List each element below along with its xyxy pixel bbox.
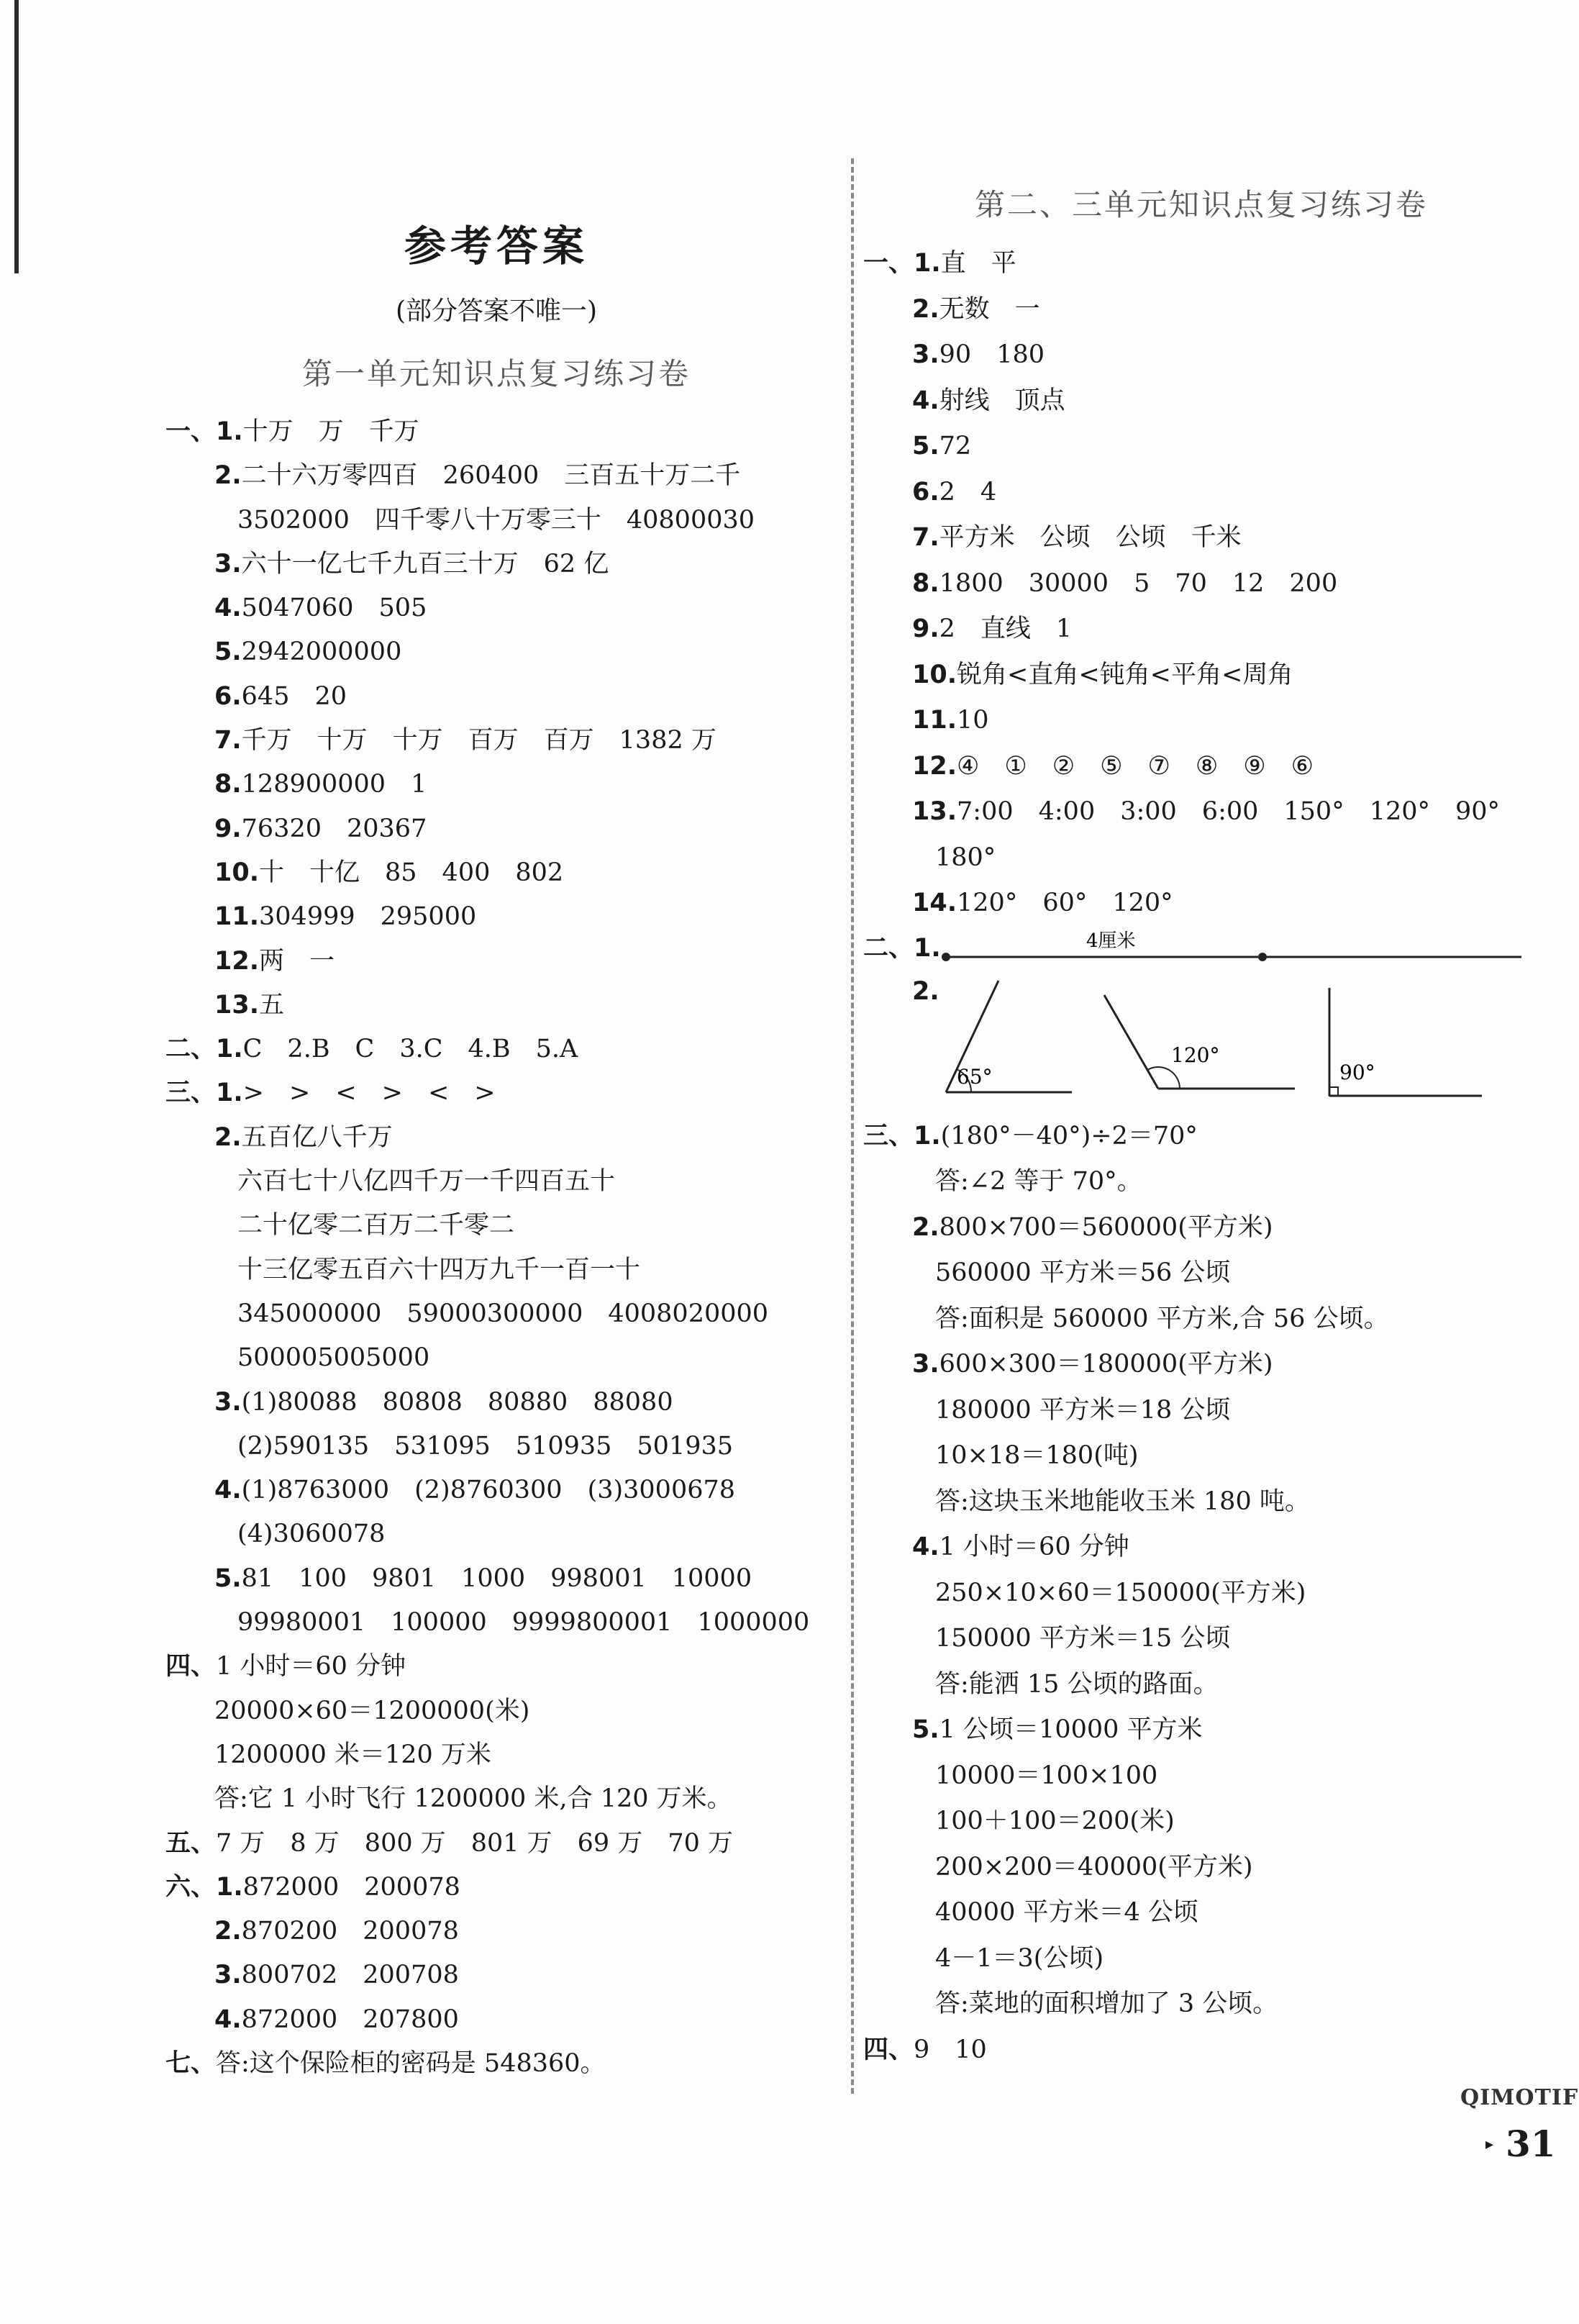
question-number: 11. — [912, 706, 957, 735]
answer-text: 平方米 公顷 公顷 千米 — [939, 523, 1242, 552]
answer-text: 120° 60° 120° — [957, 889, 1173, 917]
answer-line — [165, 763, 827, 807]
answer-line — [863, 378, 1539, 425]
question-number: 6. — [214, 681, 242, 711]
answer-line — [165, 719, 827, 763]
answer-line — [863, 1936, 1539, 1982]
answer-line — [863, 1571, 1539, 1617]
answer-line — [165, 895, 827, 939]
answer-text: 两 一 — [259, 946, 335, 976]
answer-text: 90 180 — [939, 340, 1045, 369]
answer-line — [165, 940, 827, 984]
answer-text: 答:能洒 15 公顷的路面。 — [935, 1669, 1219, 1699]
answer-line — [165, 1071, 827, 1115]
answer-line — [165, 630, 827, 674]
answer-line — [863, 1114, 1539, 1160]
answer-line — [165, 499, 827, 543]
answer-text: 7:00 4:00 3:00 6:00 150° 120° 90° — [957, 797, 1501, 826]
question-number: 8. — [912, 568, 939, 598]
answer-line — [165, 675, 827, 719]
answer-line — [863, 470, 1539, 516]
question-number: 七、 — [165, 2048, 217, 2078]
answer-line — [165, 1116, 827, 1160]
answer-text: 2942000000 — [241, 637, 402, 667]
answer-line — [165, 454, 827, 498]
answer-line — [165, 1822, 827, 1866]
answer-line — [165, 1425, 827, 1469]
answer-text: 2 直线 1 — [939, 614, 1073, 643]
question-number: 5. — [214, 637, 242, 667]
answer-text: ④ ① ② ⑤ ⑦ ⑧ ⑨ ⑥ — [957, 751, 1314, 781]
right-column — [863, 169, 1539, 2073]
answer-text: 3502000 四千零八十万零三十 40800030 — [237, 505, 755, 535]
question-number: 3. — [912, 1350, 939, 1379]
answer-line — [863, 835, 1539, 881]
answer-text: 250×10×60＝150000(平方米) — [935, 1578, 1306, 1607]
segment-endpoint-a — [942, 953, 950, 961]
answer-list-part-3 — [863, 1114, 1539, 2074]
answer-line — [863, 241, 1539, 287]
answer-line — [863, 789, 1539, 835]
answer-line — [165, 410, 827, 454]
answer-line — [863, 744, 1539, 790]
answer-line — [863, 1159, 1539, 1205]
answer-line — [165, 1248, 827, 1292]
question-number: 4. — [912, 1533, 939, 1561]
answer-line — [165, 1557, 827, 1601]
answer-line — [165, 1160, 827, 1204]
question-number: 四、 — [863, 2035, 914, 2064]
answer-text: (2)590135 531095 510935 501935 — [237, 1431, 734, 1461]
answer-text: 五 — [259, 990, 285, 1020]
answer-line — [863, 1890, 1539, 1936]
answer-text: 射线 顶点 — [939, 386, 1065, 415]
answer-line — [863, 424, 1539, 470]
answer-line — [165, 2042, 827, 2086]
answer-text: 1800 30000 5 70 12 200 — [939, 568, 1338, 598]
angle-120-label: 120° — [1171, 1043, 1220, 1067]
answer-text: 千万 十万 十万 百万 百万 1382 万 — [241, 726, 716, 755]
answer-line — [165, 984, 827, 1027]
answer-text: 99980001 100000 9999800001 1000000 — [237, 1608, 810, 1638]
binding-edge-rule — [14, 0, 19, 273]
question-number: 2. — [214, 1917, 242, 1946]
answer-line — [165, 1512, 827, 1556]
page-title: 参考答案 — [404, 222, 588, 271]
question-number: 14. — [912, 889, 957, 917]
answer-line — [863, 561, 1539, 607]
section-title-unit-1: 第一单元知识点复习练习卷 — [301, 356, 691, 391]
answer-line — [165, 1910, 827, 1953]
angle-65-label: 65° — [957, 1064, 993, 1089]
answer-line — [863, 881, 1539, 927]
answer-list-part-1 — [863, 241, 1539, 927]
answer-line — [165, 1866, 827, 1910]
answer-text: 五百亿八千万 — [241, 1122, 393, 1152]
question-number: 五、 — [165, 1828, 217, 1858]
question-number: 5. — [214, 1563, 242, 1593]
answer-text: 答:这块玉米地能收玉米 180 吨。 — [935, 1486, 1310, 1516]
answer-text: 872000 207800 — [241, 2005, 459, 2034]
answer-text: 1 公顷＝10000 平方米 — [939, 1715, 1203, 1744]
answer-text: 4－1＝3(公顷) — [935, 1943, 1104, 1973]
answer-text: (1)80088 80808 80880 88080 — [241, 1387, 673, 1417]
answer-text: 1200000 米＝120 万米 — [214, 1740, 491, 1769]
answer-text: 500005005000 — [237, 1343, 430, 1373]
question-number: 三、1. — [863, 1121, 941, 1150]
answer-text: 十 十亿 85 400 802 — [259, 858, 564, 887]
answer-line — [863, 1616, 1539, 1662]
answer-text: 870200 200078 — [241, 1917, 459, 1946]
answer-line — [863, 287, 1539, 333]
page-arrow-icon: ▸ — [1485, 2135, 1494, 2153]
answer-line — [863, 1342, 1539, 1388]
answer-text: 答:∠2 等于 70°。 — [935, 1167, 1142, 1196]
answer-text: 六十一亿七千九百三十万 62 亿 — [241, 549, 609, 578]
answer-text: 20000×60＝1200000(米) — [214, 1696, 530, 1725]
question-number: 12. — [214, 946, 260, 976]
answer-line — [165, 1733, 827, 1777]
question-number: 5. — [912, 1715, 939, 1744]
answer-text: 40000 平方米＝4 公顷 — [935, 1898, 1198, 1927]
section-title-unit-2-3: 第二、三单元知识点复习练习卷 — [974, 187, 1428, 222]
answer-text: 872000 200078 — [242, 1872, 460, 1902]
answer-text: 345000000 59000300000 4008020000 — [237, 1299, 769, 1328]
question-number: 一、1. — [165, 417, 243, 446]
answer-text: 十三亿零五百六十四万九千一百一十 — [237, 1255, 641, 1284]
answer-list-unit-1 — [165, 410, 827, 2086]
answer-line — [165, 586, 827, 630]
question-number: 5. — [912, 432, 939, 460]
question-number: 11. — [214, 902, 260, 932]
figure-2-label: 2. — [912, 976, 939, 1006]
question-number: 2. — [214, 461, 242, 491]
answer-text: 六百七十八亿四千万一千四百五十 — [237, 1167, 616, 1197]
answer-text: 答:它 1 小时飞行 1200000 米,合 120 万米。 — [214, 1784, 732, 1814]
right-angle-mark — [1329, 1087, 1338, 1096]
answer-text: 10×18＝180(吨) — [935, 1441, 1139, 1470]
answer-line — [165, 807, 827, 851]
answer-line — [863, 1250, 1539, 1297]
answer-line — [863, 1753, 1539, 1799]
column-divider — [851, 158, 854, 2094]
question-number: 2. — [214, 1122, 242, 1152]
answer-line — [165, 1689, 827, 1733]
answer-text: 10000＝100×100 — [935, 1761, 1158, 1790]
answer-text: 180° — [935, 843, 996, 872]
answer-text: 72 — [939, 432, 972, 460]
answer-line — [863, 1799, 1539, 1845]
answer-text: 645 20 — [241, 681, 347, 711]
question-number: 四、 — [165, 1652, 217, 1681]
answer-text: 直 平 — [940, 249, 1016, 278]
answer-line — [165, 1777, 827, 1821]
question-number: 4. — [214, 2005, 242, 2034]
answer-line — [165, 1027, 827, 1071]
answer-line — [863, 607, 1539, 653]
publisher-brand: QIMOTIF — [1460, 2085, 1579, 2110]
answer-line — [165, 1953, 827, 1997]
question-number: 4. — [214, 1476, 242, 1505]
answer-text: 2 4 — [939, 477, 997, 507]
question-number: 3. — [912, 340, 939, 369]
answer-line — [863, 1297, 1539, 1343]
answer-line — [863, 332, 1539, 378]
answer-line — [863, 2028, 1539, 2074]
question-number: 9. — [912, 614, 939, 643]
answer-text: 答:面积是 560000 平方米,合 56 公顷。 — [935, 1304, 1389, 1333]
question-number: 3. — [214, 549, 242, 578]
answer-line — [165, 1204, 827, 1248]
answer-text: 81 100 9801 1000 998001 10000 — [241, 1563, 752, 1593]
answer-text: 答:菜地的面积增加了 3 公顷。 — [935, 1989, 1278, 2018]
answer-line — [165, 1601, 827, 1645]
question-number: 8. — [214, 770, 242, 799]
question-number: 二、1. — [165, 1035, 243, 1064]
answer-text: > > < > < > — [242, 1079, 496, 1108]
answer-line — [165, 1645, 827, 1689]
answer-line — [863, 698, 1539, 744]
question-number: 3. — [214, 1387, 242, 1417]
answer-line — [165, 851, 827, 895]
segment-endpoint-b — [1258, 953, 1267, 961]
answer-text: 128900000 1 — [241, 770, 427, 799]
answer-text: 600×300＝180000(平方米) — [939, 1350, 1273, 1379]
answer-text: 76320 20367 — [241, 814, 427, 843]
answer-text: 200×200＝40000(平方米) — [935, 1852, 1253, 1882]
angle-120-side-ray — [1104, 995, 1158, 1089]
answer-text: (1)8763000 (2)8760300 (3)3000678 — [241, 1476, 736, 1505]
answer-line — [863, 1479, 1539, 1525]
question-number: 9. — [214, 814, 242, 843]
answer-note: (部分答案不唯一) — [395, 296, 598, 326]
page-number: 31 — [1506, 2123, 1556, 2165]
answer-text: 180000 平方米＝18 公顷 — [935, 1395, 1231, 1425]
answer-line — [863, 1707, 1539, 1753]
question-number: 10. — [912, 660, 957, 689]
figure-angles — [863, 970, 1539, 1114]
answer-text: 答:这个保险柜的密码是 548360。 — [216, 2048, 606, 2078]
answer-line — [863, 1982, 1539, 2028]
answer-line — [165, 1336, 827, 1380]
answer-text: 304999 295000 — [259, 902, 477, 932]
angle-90-label: 90° — [1339, 1060, 1375, 1084]
question-number: 7. — [912, 523, 939, 552]
answer-text: 800702 200708 — [241, 1961, 459, 1990]
answer-line — [863, 1845, 1539, 1891]
question-number: 3. — [214, 1961, 242, 1990]
answer-text: 十万 万 千万 — [242, 417, 419, 446]
answer-line — [165, 543, 827, 586]
answer-text: (4)3060078 — [237, 1520, 386, 1549]
answer-text: 7 万 8 万 800 万 801 万 69 万 70 万 — [216, 1828, 733, 1858]
answer-text: 二十六万零四百 260400 三百五十万二千 — [241, 461, 741, 491]
question-number: 10. — [214, 858, 260, 887]
answer-text: 5047060 505 — [241, 594, 427, 623]
answer-text: C 2.B C 3.C 4.B 5.A — [242, 1035, 578, 1064]
line-segment-figure — [863, 927, 1539, 970]
figure-1-label: 二、1. — [863, 933, 941, 963]
question-number: 4. — [214, 594, 242, 623]
question-number: 13. — [912, 797, 957, 826]
figure-line-segment — [863, 927, 1539, 970]
question-number: 2. — [912, 1212, 939, 1242]
answer-text: 二十亿零二百万二千零二 — [237, 1211, 515, 1240]
answer-line — [863, 1205, 1539, 1251]
answer-line — [863, 653, 1539, 699]
angles-figure — [863, 970, 1539, 1114]
answer-line — [165, 1469, 827, 1512]
question-number: 13. — [214, 990, 260, 1020]
answer-text: 150000 平方米＝15 公顷 — [935, 1624, 1231, 1653]
answer-line — [863, 1388, 1539, 1434]
answer-line — [165, 1381, 827, 1425]
answer-text: 800×700＝560000(平方米) — [939, 1212, 1273, 1242]
segment-length-label: 4厘米 — [1086, 930, 1136, 952]
answer-line — [863, 1433, 1539, 1479]
question-number: 三、1. — [165, 1079, 243, 1108]
answer-line — [863, 1525, 1539, 1571]
answer-text: 1 小时＝60 分钟 — [216, 1652, 406, 1681]
question-number: 2. — [912, 294, 939, 324]
question-number: 4. — [912, 386, 939, 415]
answer-text: 锐角<直角<钝角<平角<周角 — [957, 660, 1293, 689]
answer-text: 无数 一 — [939, 294, 1040, 324]
question-number: 6. — [912, 477, 939, 507]
answer-text: 1 小时＝60 分钟 — [939, 1533, 1129, 1561]
question-number: 7. — [214, 726, 242, 755]
answer-line — [165, 1292, 827, 1336]
answer-line — [863, 515, 1539, 561]
answer-line — [165, 1998, 827, 2042]
left-column — [165, 209, 827, 2086]
answer-line — [863, 1662, 1539, 1708]
answer-text: 10 — [957, 706, 989, 735]
question-number: 六、1. — [165, 1872, 243, 1902]
answer-text: 9 10 — [914, 2035, 987, 2064]
answer-text: (180°－40°)÷2＝70° — [940, 1121, 1198, 1150]
question-number: 12. — [912, 751, 957, 781]
question-number: 一、1. — [863, 249, 941, 278]
answer-text: 560000 平方米＝56 公顷 — [935, 1258, 1231, 1287]
answer-text: 100＋100＝200(米) — [935, 1807, 1175, 1835]
